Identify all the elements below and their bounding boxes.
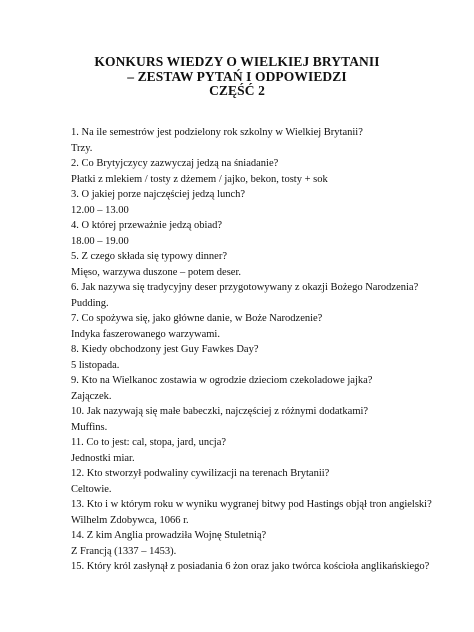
question-text: 1. Na ile semestrów jest podzielony rok szkolny w Wielkiej Brytanii? — [71, 127, 363, 138]
question-text: 5. Z czego składa się typowy dinner? — [71, 251, 227, 262]
question-text: 14. Z kim Anglia prowadziła Wojnę Stuletnią? — [71, 530, 267, 541]
question-text: 8. Kiedy obchodzony jest Guy Fawkes Day? — [71, 344, 259, 355]
question-text: 4. O której przeważnie jedzą obiad? — [71, 220, 223, 231]
answer-text: Zajączek. — [71, 390, 112, 402]
question-text: 11. Co to jest: cal, stopa, jard, uncja? — [71, 437, 227, 448]
question-text: 2. Co Brytyjczycy zazwyczaj jedzą na śniadanie? — [71, 158, 279, 169]
answer-text: Jednostki miar. — [71, 452, 135, 464]
document-title-line-2: – ZESTAW PYTAŃ I ODPOWIEDZI — [127, 69, 347, 84]
question-text: 6. Jak nazywa się tradycyjny deser przygotowywany z okazji Bożego Narodzenia? — [71, 282, 419, 293]
answer-text: Płatki z mlekiem / tosty z dżemem / jajko, bekon, tosty + sok — [71, 173, 328, 185]
question-text: 9. Kto na Wielkanoc zostawia w ogrodzie dzieciom czekoladowe jajka? — [71, 375, 373, 386]
question-text: 7. Co spożywa się, jako główne danie, w Boże Narodzenie? — [71, 313, 323, 324]
answer-text: Celtowie. — [71, 483, 112, 495]
answer-text: 5 listopada. — [71, 359, 120, 371]
answer-text: Indyka faszerowanego warzywami. — [71, 328, 220, 340]
question-text: 15. Który król zasłynął z posiadania 6 żon oraz jako twórca kościoła anglikańskiego? — [71, 561, 430, 572]
question-answer-list — [71, 125, 451, 575]
answer-text: Muffins. — [71, 421, 108, 433]
question-text: 10. Jak nazywają się małe babeczki, najczęściej z różnymi dodatkami? — [71, 406, 369, 417]
document-part-label: CZĘŚĆ 2 — [209, 83, 265, 98]
answer-text: 18.00 – 19.00 — [71, 235, 129, 247]
document-title-line-1: KONKURS WIEDZY O WIELKIEJ BRYTANII — [94, 54, 380, 69]
answer-text: Wilhelm Zdobywca, 1066 r. — [71, 514, 189, 526]
answer-text: Pudding. — [71, 297, 109, 309]
question-text: 12. Kto stworzył podwaliny cywilizacji na terenach Brytanii? — [71, 468, 330, 479]
answer-text: Mięso, warzywa duszone – potem deser. — [71, 266, 241, 278]
answer-text: Trzy. — [71, 142, 93, 154]
answer-text: Z Francją (1337 – 1453). — [71, 545, 177, 557]
question-text: 3. O jakiej porze najczęściej jedzą lunch? — [71, 189, 246, 200]
question-text: 13. Kto i w którym roku w wyniku wygranej bitwy pod Hastings objął tron angielski? — [71, 499, 432, 510]
answer-text: 12.00 – 13.00 — [71, 204, 129, 216]
